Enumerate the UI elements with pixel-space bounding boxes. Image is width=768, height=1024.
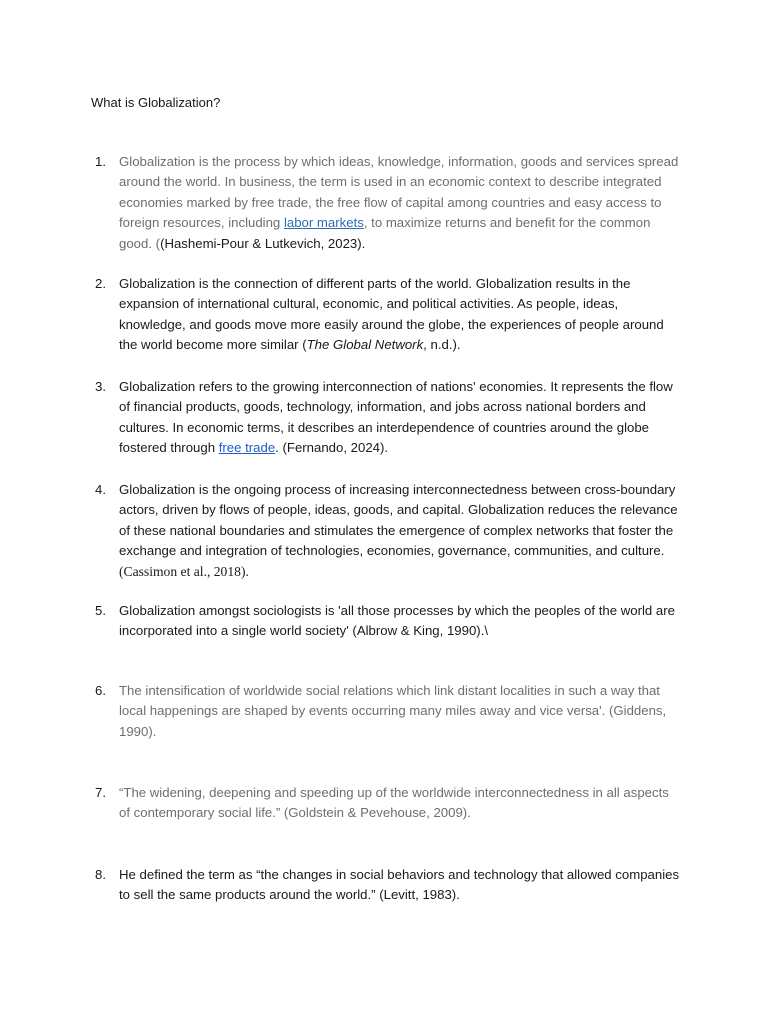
item-text: Globalization refers to the growing interconnection of nations' economies. It represents the flow of financial products, goods, technology, information, and jobs across national borders and cultures. In economic terms, it describes an interdependence of countries around the globe fostered through <box>119 379 673 456</box>
item-text: Globalization is the ongoing process of increasing interconnectedness between cross-boundary actors, driven by flows of people, ideas, goods, and capital. Globalization reduces the relevance of these national boundaries and stimulates the emergence of complex networks that foster the exchange and integration of technologies, economies, governance, communities, and culture. <box>119 482 678 559</box>
list-item-3 <box>95 377 681 459</box>
item-text: He defined the term as “the changes in social behaviors and technology that allowed companies to sell the same products around the world.” (Levitt, 1983). <box>119 867 680 903</box>
item-text: The intensification of worldwide social relations which link distant localities in such a way that local happenings are shaped by events occurring many miles away and vice versa'. (Giddens, 1990). <box>119 683 667 739</box>
item-text-continued: . (Fernando, 2024). <box>275 440 389 456</box>
list-number: 1. <box>95 154 106 169</box>
item-text-continued: , to maximize returns and benefit for the common good. ( <box>119 215 651 251</box>
item-text-continued: , n.d.). <box>423 337 461 353</box>
document-title: What is Globalization? <box>91 95 221 110</box>
item-citation: (Hashemi-Pour & Lutkevich, 2023). <box>160 235 366 251</box>
list-number: 7. <box>95 785 106 800</box>
item-text: “The widening, deepening and speeding up of the worldwide interconnectedness in all aspects of contemporary social life.” (Goldstein & Pevehouse, 2009). <box>119 785 669 821</box>
list-number: 4. <box>95 482 106 497</box>
list-item-4 <box>95 480 681 582</box>
list-item-5 <box>95 601 681 642</box>
item-text: Globalization amongst sociologists is 'all those processes by which the peoples of the world are incorporated into a single world society' (Albrow & King, 1990).\ <box>119 603 675 639</box>
list-item-8 <box>95 865 681 906</box>
item-citation: (Cassimon et al., 2018). <box>119 563 249 579</box>
list-number: 5. <box>95 603 106 618</box>
list-item-7 <box>95 783 681 824</box>
list-number: 2. <box>95 276 106 291</box>
item-text: Globalization is the connection of different parts of the world. Globalization results in the expansion of international cultural, economic, and political activities. As people, ideas, knowledge, and goods move more easily around the globe, the experiences of people around the world become more similar ( <box>119 276 664 353</box>
list-item-6 <box>95 681 681 742</box>
list-number: 8. <box>95 867 106 882</box>
list-item-1 <box>95 152 681 254</box>
list-number: 3. <box>95 379 106 394</box>
item-text: Globalization is the process by which ideas, knowledge, information, goods and services spread around the world. In business, the term is used in an economic context to describe integrated economies marked by free trade, the free flow of capital among countries and easy access to foreign resources, including <box>119 154 679 231</box>
labor-markets-link[interactable]: labor markets <box>283 215 364 231</box>
list-number: 6. <box>95 683 106 698</box>
item-source-title: The Global Network <box>306 337 424 353</box>
free-trade-link[interactable]: free trade <box>218 440 276 456</box>
list-item-2 <box>95 274 681 356</box>
